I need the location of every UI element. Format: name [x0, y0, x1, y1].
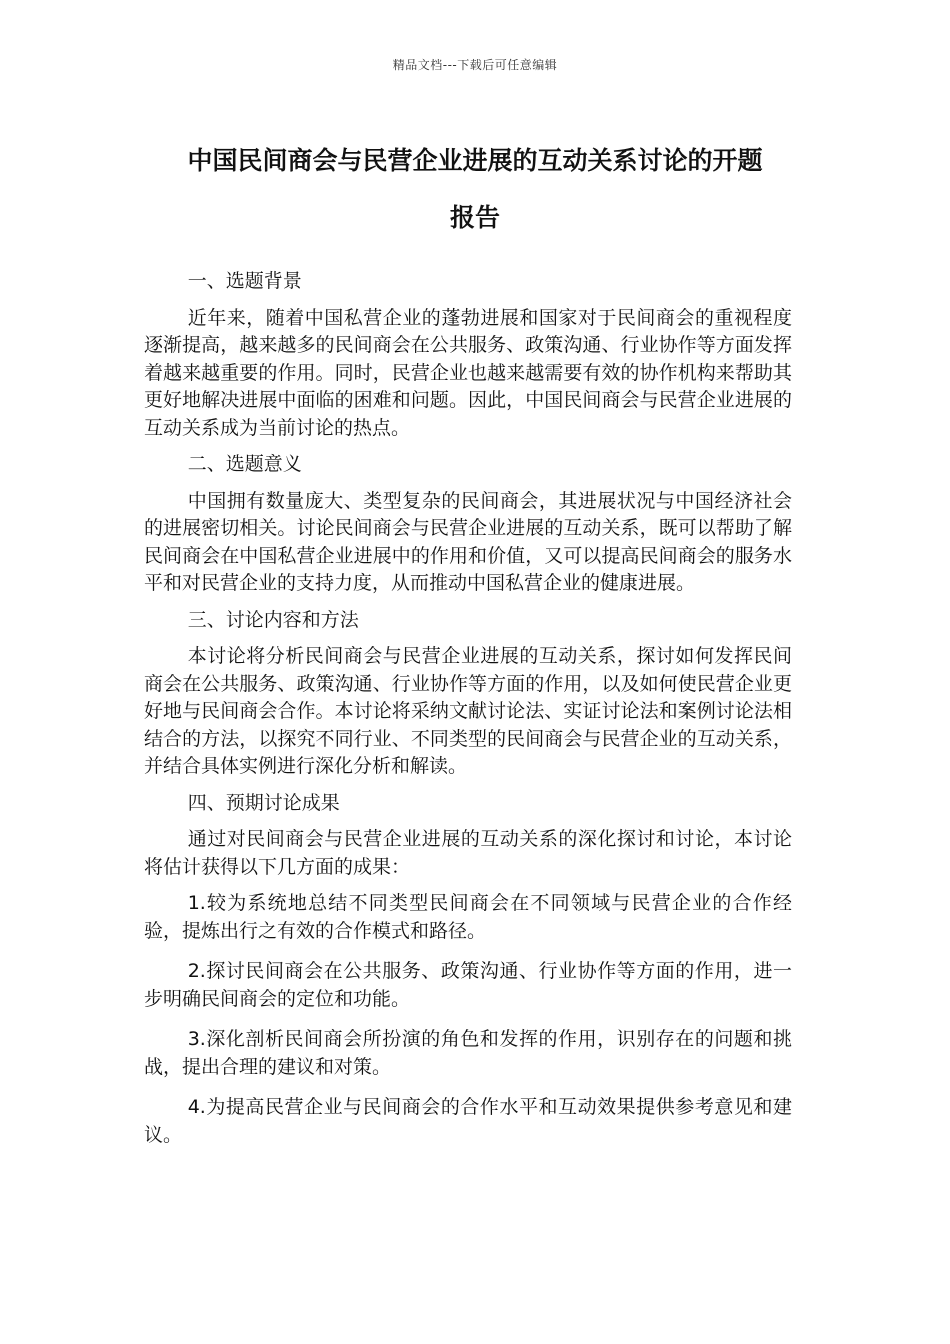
- section-paragraph: 通过对民间商会与民营企业进展的互动关系的深化探讨和讨论，本讨论将估计获得以下几方面的成果：: [144, 828, 792, 878]
- list-item: 2.探讨民间商会在公共服务、政策沟通、行业协作等方面的作用，进一步明确民间商会的定位和功能。: [144, 960, 792, 1010]
- section-paragraph: 近年来，随着中国私营企业的蓬勃进展和国家对于民间商会的重视程度逐渐提高，越来越多的民间商会在公共服务、政策沟通、行业协作等方面发挥着越来越重要的作用。同时，民营企业也越来越需要有效的协作机构来帮助其更好地解决进展中面临的困难和问题。因此，中国民间商会与民营企业进展的互动关系成为当前讨论的热点。: [144, 306, 792, 439]
- section-expected-results: [144, 790, 792, 1150]
- section-paragraph: 中国拥有数量庞大、类型复杂的民间商会，其进展状况与中国经济社会的进展密切相关。讨论民间商会与民营企业进展的互动关系，既可以帮助了解民间商会在中国私营企业进展中的作用和价值，又可以提高民间商会的服务水平和对民营企业的支持力度，从而推动中国私营企业的健康进展。: [144, 489, 792, 594]
- list-item: 4.为提高民营企业与民间商会的合作水平和互动效果提供参考意见和建议。: [144, 1096, 792, 1146]
- title-line-1: 中国民间商会与民营企业进展的互动关系讨论的开题: [187, 146, 763, 175]
- document-title: [140, 132, 810, 246]
- section-significance: [144, 451, 792, 598]
- section-heading: 三、讨论内容和方法: [187, 608, 359, 631]
- section-paragraph: 本讨论将分析民间商会与民营企业进展的互动关系，探讨如何发挥民间商会在公共服务、政策沟通、行业协作等方面的作用，以及如何使民营企业更好地与民间商会合作。本讨论将采纳文献讨论法、实证讨论法和案例讨论法相结合的方法，以探究不同行业、不同类型的民间商会与民营企业的互动关系，并结合具体实例进行深化分析和解读。: [144, 645, 792, 777]
- section-heading: 一、选题背景: [187, 270, 302, 292]
- list-item: 3.深化剖析民间商会所扮演的角色和发挥的作用，识别存在的问题和挑战，提出合理的建议和对策。: [144, 1028, 792, 1078]
- section-content-methods: [144, 607, 792, 781]
- section-heading: 二、选题意义: [187, 453, 302, 475]
- outcome-list: [144, 890, 792, 1149]
- page-header: 精品文档---下载后可任意编辑: [392, 58, 558, 72]
- title-line-2: 报告: [449, 203, 500, 232]
- document-body: [144, 268, 792, 1162]
- list-item: 1.较为系统地总结不同类型民间商会在不同领域与民营企业的合作经验，提炼出行之有效的合作模式和路径。: [144, 892, 792, 942]
- section-heading: 四、预期讨论成果: [187, 791, 340, 814]
- section-background: [144, 268, 792, 442]
